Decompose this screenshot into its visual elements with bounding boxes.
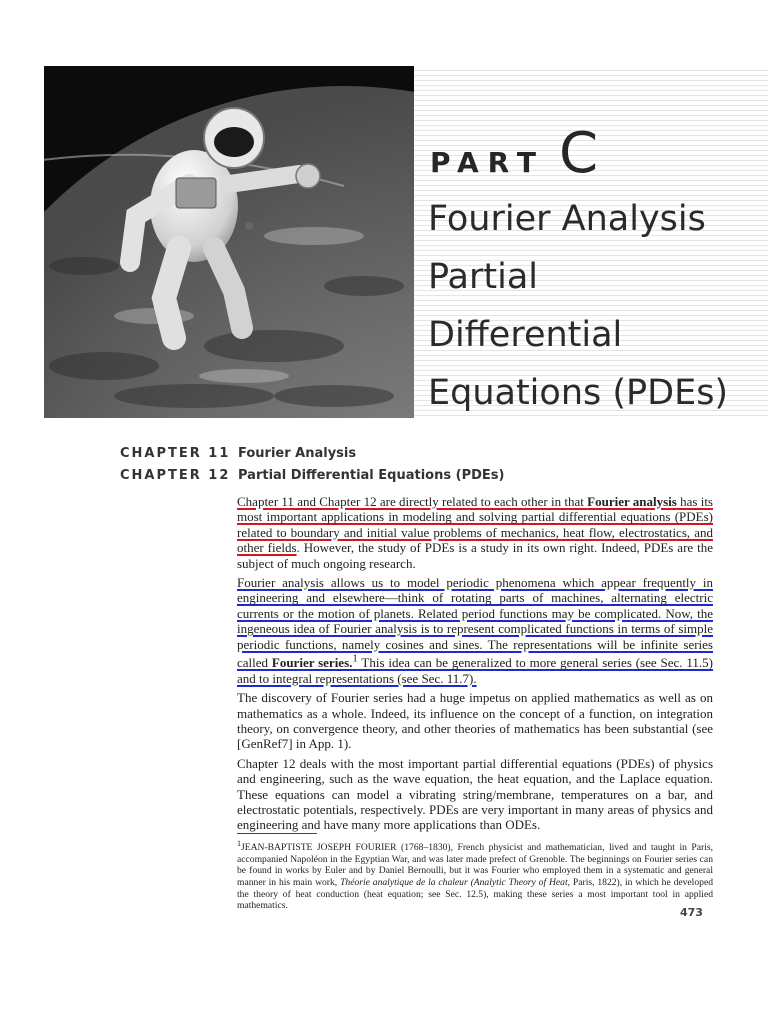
footnote bbox=[237, 838, 713, 912]
chapter-title: Fourier Analysis bbox=[238, 446, 357, 461]
page-number: 473 bbox=[680, 906, 703, 919]
paragraph: The discovery of Fourier series had a huge impetus on applied mathematics as well as on mathematics as a whole. Indeed, its influence on the concept of a function, on integration theory, on convergence theory, and other theories of mathematics has been substantial (see [GenRef7] in App. 1). bbox=[237, 690, 713, 752]
italic-title: Théorie analytique de la chaleur (Analytic Theory of Heat bbox=[340, 876, 568, 888]
part-letter: C bbox=[559, 121, 599, 186]
text-run: , Paris, 1822), in which he developed the theory of heat conduction (heat equation; see Sec. 12.5), making these series a most important tool in applied mathematics. bbox=[237, 876, 714, 912]
chapter-label: CHAPTER 12 bbox=[120, 468, 231, 483]
part-heading bbox=[430, 121, 598, 186]
footnote-rule bbox=[237, 833, 317, 834]
text-run: has its most important applications in modeling and solving partial differential equations (PDEs) related to boundary and initial value problems of mechanics, heat flow, electrostatics, and other fields bbox=[237, 494, 713, 556]
text-run: JEAN-BAPTISTE JOSEPH FOURIER (1768–1830), French physicist and mathematician, lived and taught in Paris, accompanied Napoléon in the Egyptian War, and was later made prefect of Grenoble. The beginnings on Fourier series can be found in works by Euler and by Daniel Bernoulli, but it was Fourier who employed them in a systematic and general manner in his main work, bbox=[237, 842, 713, 888]
chapter-title: Partial Differential Equations (PDEs) bbox=[238, 468, 505, 483]
part-title-line: Differential bbox=[428, 315, 623, 355]
bold-term: Fourier series. bbox=[271, 655, 353, 671]
body-text bbox=[237, 494, 713, 837]
part-title-block bbox=[414, 66, 768, 418]
chapter-label: CHAPTER 11 bbox=[120, 446, 231, 461]
part-title-line: Fourier Analysis bbox=[428, 199, 706, 239]
chapter-list bbox=[120, 442, 504, 486]
text-run: . However, the study of PDEs is a study in its own right. Indeed, PDEs are the subject of much ongoing research. bbox=[237, 540, 714, 571]
paragraph: Chapter 12 deals with the most important partial differential equations (PDEs) of physics and engineering, such as the wave equation, the heat equation, and the Laplace equation. These equations can model a vibrating string/membrane, temperatures on a bar, and electrostatic potentials, respectively. PDEs are very important in many areas of physics and engineering and have many more applications than ODEs. bbox=[237, 755, 713, 833]
chapter-row bbox=[120, 464, 504, 486]
paragraph bbox=[237, 494, 713, 571]
footnote-marker: 1 bbox=[237, 839, 241, 848]
text-run: This idea can be generalized to more general series (see Sec. 11.5) and to integral representations (see Sec. 11.7). bbox=[237, 655, 713, 686]
part-title-line: Partial bbox=[428, 257, 538, 297]
text-run: Chapter 11 and Chapter 12 are directly related to each other in that bbox=[237, 494, 588, 509]
chapter-row bbox=[120, 442, 504, 464]
footnote-marker: 1 bbox=[352, 653, 358, 666]
part-title-line: Equations (PDEs) bbox=[428, 373, 729, 413]
part-word: PART bbox=[430, 146, 546, 179]
blue-underlined-text bbox=[237, 575, 713, 686]
bold-term: Fourier analysis bbox=[587, 494, 677, 509]
text-run: Fourier analysis allows us to model periodic phenomena which appear frequently in engineering and elsewhere—think of rotating parts of machines, alternating electric currents or the motion of planets. Related period functions may be complicated. Now, the ingeneous idea of Fourier analysis is to represent complicated functions in terms of simple periodic functions, namely cosines and sines. The representations will be infinite series called bbox=[237, 575, 713, 671]
astronaut-earth-photo bbox=[44, 66, 414, 418]
part-title bbox=[428, 190, 728, 418]
paragraph bbox=[237, 575, 713, 686]
